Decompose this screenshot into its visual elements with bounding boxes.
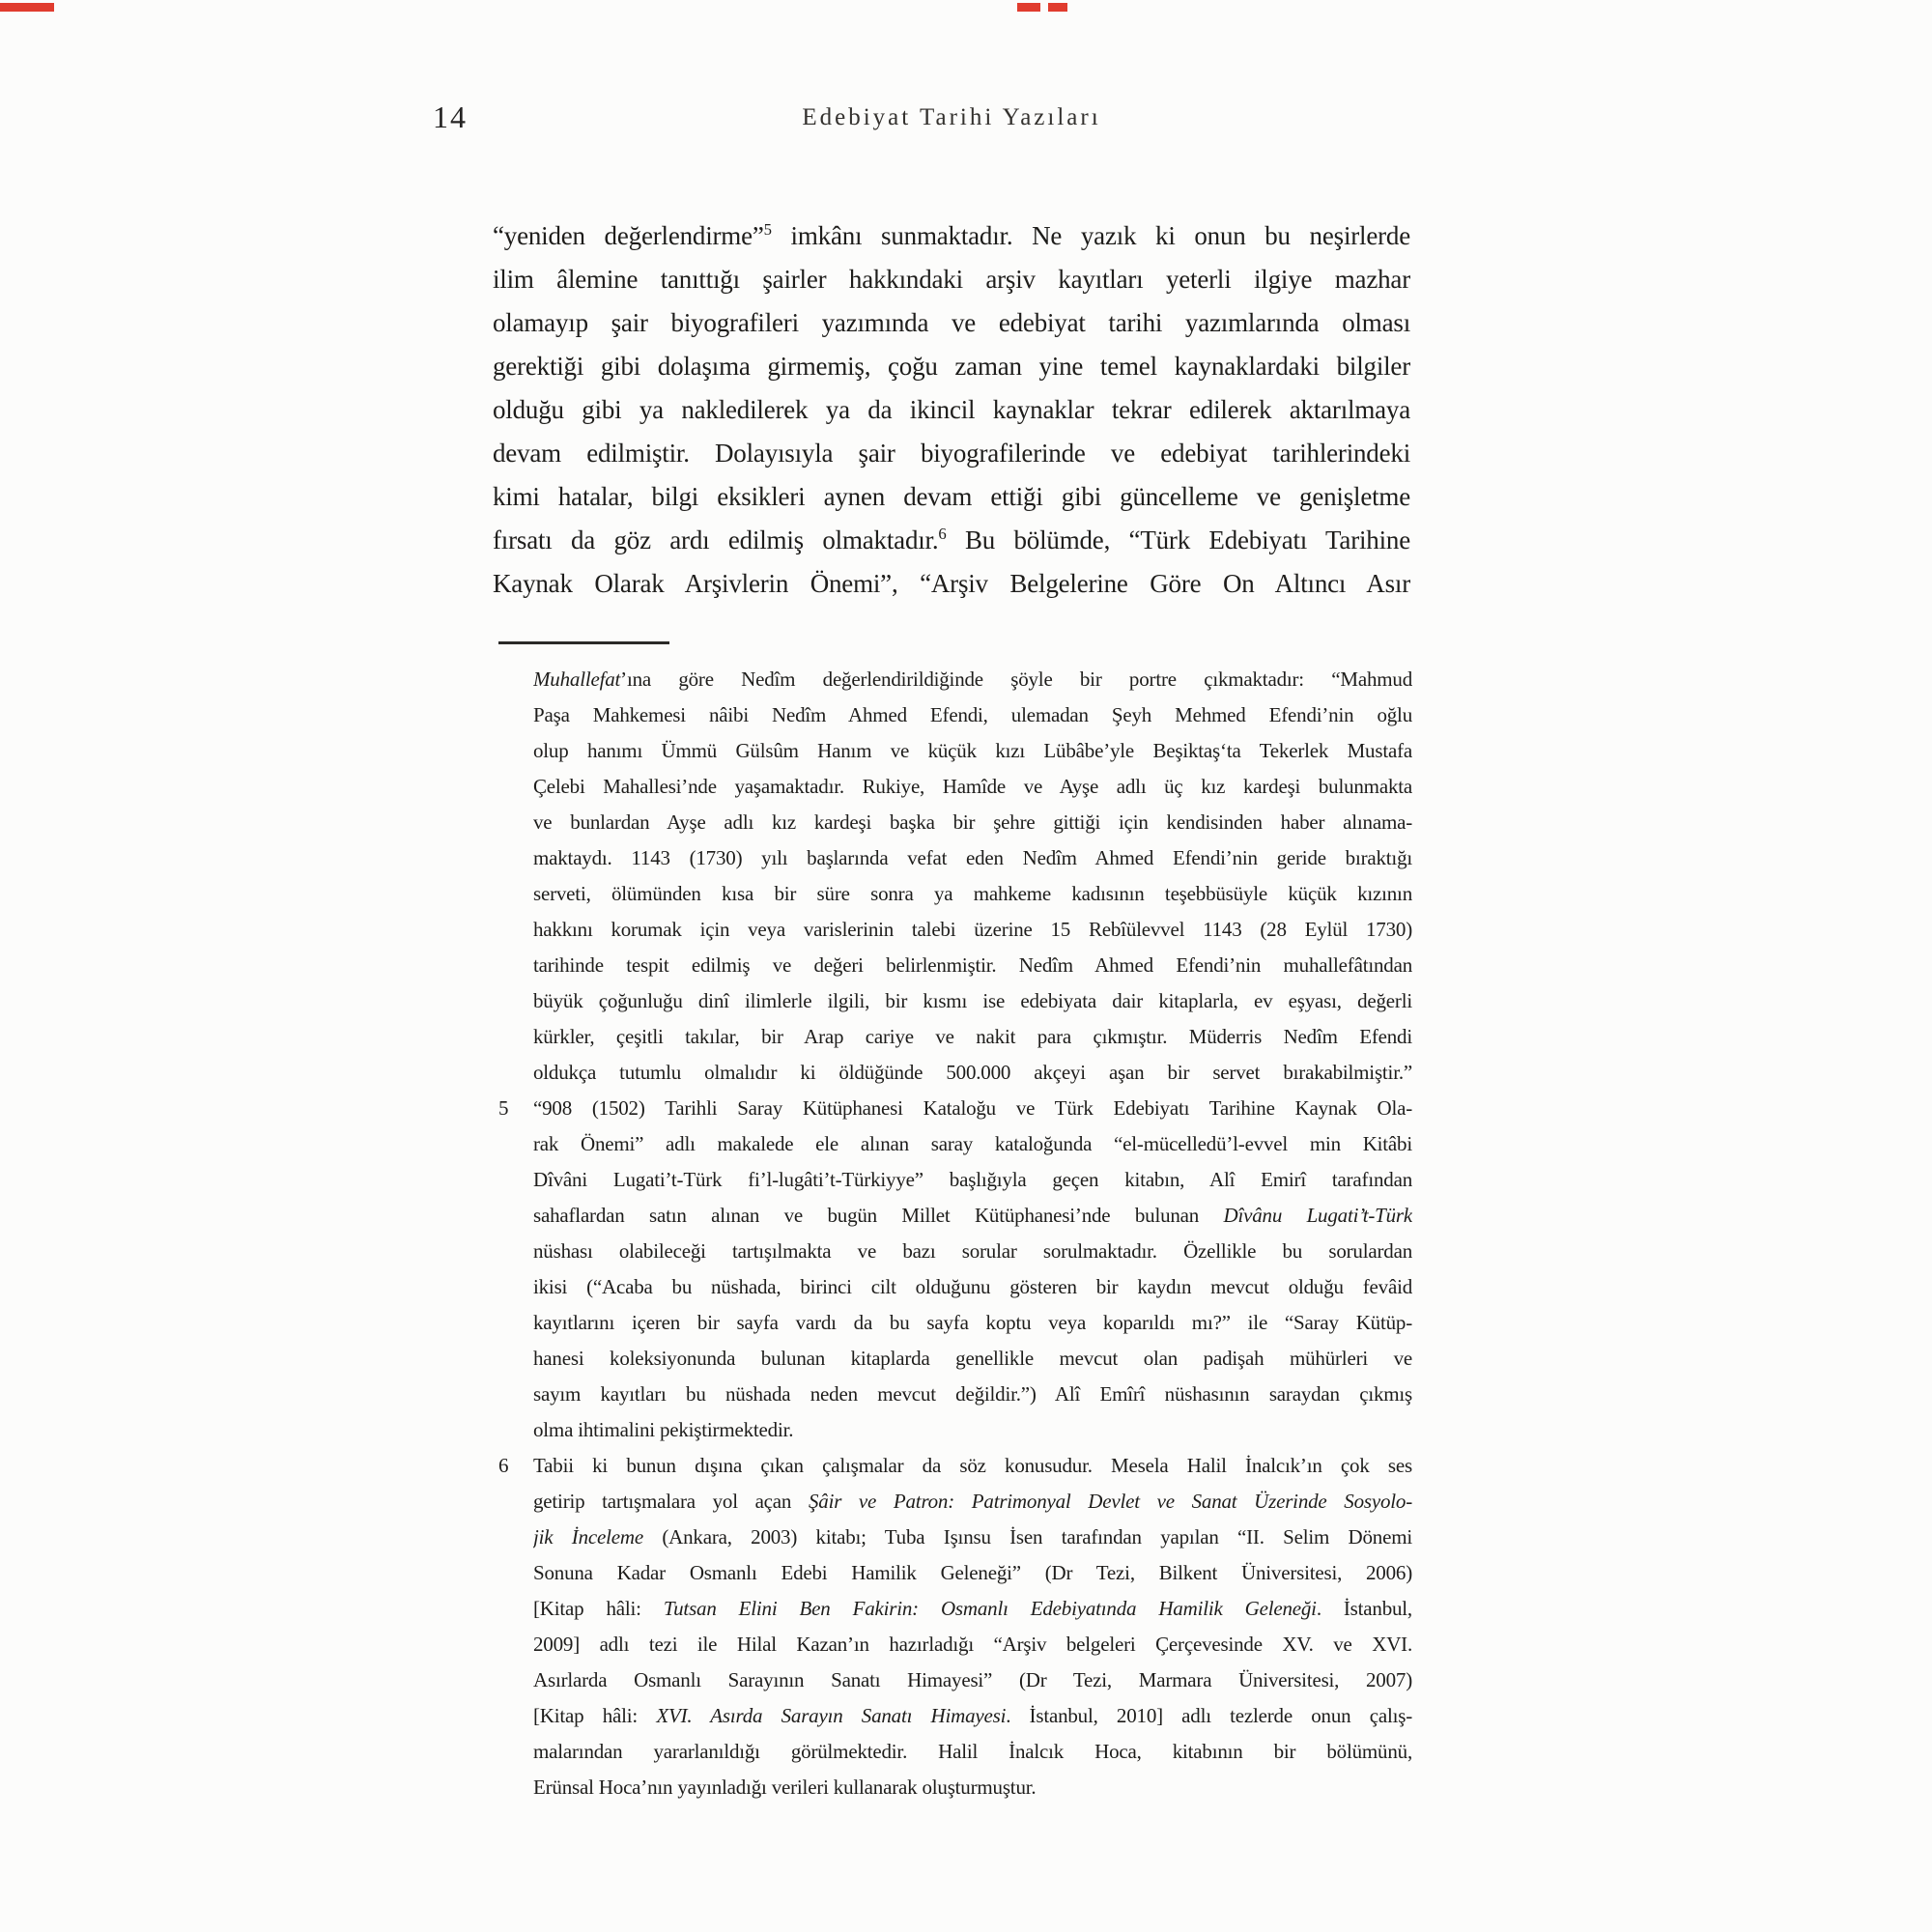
text-line: Sonuna Kadar Osmanlı Edebi Hamilik Geleneği” (Dr Tezi, Bilkent Üniversitesi, 2006) [533, 1561, 1412, 1584]
red-scan-mark [1017, 3, 1040, 12]
text-line: nüshası olabileceği tartışılmakta ve bazı sorular sorulmaktadır. Özellikle bu sorulardan [533, 1239, 1412, 1263]
footnote-6 [498, 1448, 1412, 1805]
footnote-separator [498, 641, 669, 644]
text-line: “908 (1502) Tarihli Saray Kütüphanesi Kataloğu ve Türk Edebiyatı Tarihine Kaynak Ola- [533, 1096, 1412, 1120]
footnote-number: 5 [498, 1096, 509, 1120]
footnote-area [498, 662, 1412, 1805]
text-line: jik İnceleme (Ankara, 2003) kitabı; Tuba Işınsu İsen tarafından yapılan “II. Selim Dönemi [533, 1525, 1412, 1548]
text-line: 2009] adlı tezi ile Hilal Kazan’ın hazırladığı “Arşiv belgeleri Çerçevesinde XV. ve XVI. [533, 1633, 1412, 1656]
footnote-5 [498, 1091, 1412, 1448]
text-line: [Kitap hâli: Tutsan Elini Ben Fakirin: Osmanlı Edebiyatında Hamilik Geleneği. İstanbul, [533, 1597, 1412, 1620]
text-line: sahaflardan satın alınan ve bugün Millet Kütüphanesi’nde bulunan Dîvânu Lugati’t-Türk [533, 1204, 1412, 1227]
text-line: hakkını korumak için veya varislerinin talebi üzerine 15 Rebîülevvel 1143 (28 Eylül 1730) [533, 918, 1412, 941]
red-scan-mark [1048, 3, 1067, 12]
text-line: Muhallefat’ına göre Nedîm değerlendirildiğinde şöyle bir portre çıkmaktadır: “Mahmud [533, 668, 1412, 691]
text-line: olma ihtimalini pekiştirmektedir. [533, 1418, 794, 1441]
text-line: kürkler, çeşitli takılar, bir Arap cariye ve nakit para çıkmıştır. Müderris Nedîm Efendi [533, 1025, 1412, 1048]
text-line: serveti, ölümünden kısa bir süre sonra ya mahkeme kadısının teşebbüsüyle küçük kızının [533, 882, 1412, 905]
text-line: Paşa Mahkemesi nâibi Nedîm Ahmed Efendi, ulemadan Şeyh Mehmed Efendi’nin oğlu [533, 703, 1412, 726]
text-line: ve bunlardan Ayşe adlı kız kardeşi başka bir şehre gittiği için kendisinden haber alınama- [533, 810, 1412, 834]
text-line: rak Önemi” adlı makalede ele alınan saray kataloğunda “el-mücelledü’l-evvel min Kitâbi [533, 1132, 1412, 1155]
text-line: Çelebi Mahallesi’nde yaşamaktadır. Rukiye, Hamîde ve Ayşe adlı üç kız kardeşi bulunmakta [533, 775, 1412, 798]
text-line: Erünsal Hoca’nın yayınladığı verileri kullanarak oluşturmuştur. [533, 1776, 1037, 1799]
footnote-number: 6 [498, 1454, 509, 1477]
running-header: Edebiyat Tarihi Yazıları [802, 104, 1101, 130]
text-line: devam edilmiştir. Dolayısıyla şair biyografilerinde ve edebiyat tarihlerindeki [493, 439, 1410, 468]
text-line: büyük çoğunluğu dinî ilimlerle ilgili, bir kısmı ise edebiyata dair kitaplarla, ev eşyası, değerli [533, 989, 1412, 1012]
text-line: malarından yararlanıldığı görülmektedir. Halil İnalcık Hoca, kitabının bir bölümünü, [533, 1740, 1412, 1763]
body-paragraph [493, 214, 1410, 606]
text-line: oldukça tutumlu olmalıdır ki öldüğünde 500.000 akçeyi aşan bir servet bırakabilmiştir.” [533, 1061, 1412, 1084]
text-line: ilim âlemine tanıttığı şairler hakkındaki arşiv kayıtları yeterli ilgiye mazhar [493, 265, 1410, 294]
text-line: Asırlarda Osmanlı Sarayının Sanatı Himayesi” (Dr Tezi, Marmara Üniversitesi, 2007) [533, 1668, 1412, 1691]
text-line: olup hanımı Ümmü Gülsûm Hanım ve küçük kızı Lübâbe’yle Beşiktaş‘ta Tekerlek Mustafa [533, 739, 1412, 762]
text-line: gerektiği gibi dolaşıma girmemiş, çoğu zaman yine temel kaynaklardaki bilgiler [493, 352, 1410, 381]
text-line: Tabii ki bunun dışına çıkan çalışmalar da söz konusudur. Mesela Halil İnalcık’ın çok ses [533, 1454, 1412, 1477]
text-line: [Kitap hâli: XVI. Asırda Sarayın Sanatı Himayesi. İstanbul, 2010] adlı tezlerde onun çalış- [533, 1704, 1412, 1727]
text-line: olduğu gibi ya nakledilerek ya da ikincil kaynaklar tekrar edilerek aktarılmaya [493, 395, 1410, 424]
page-number: 14 [433, 99, 468, 134]
text-line: hanesi koleksiyonunda bulunan kitaplarda genellikle mevcut olan padişah mühürleri ve [533, 1347, 1412, 1370]
text-line: fırsatı da göz ardı edilmiş olmaktadır.$^6$ Bu bölümde, “Türk Edebiyatı Tarihine [493, 525, 1410, 554]
text-line: “yeniden değerlendirme”$^5$ imkânı sunmaktadır. Ne yazık ki onun bu neşirlerde [493, 220, 1410, 250]
text-line: kayıtlarını içeren bir sayfa vardı da bu sayfa koptu veya koparıldı mı?” ile “Saray Kütüp- [533, 1311, 1412, 1334]
text-line: tarihinde tespit edilmiş ve değeri belirlenmiştir. Nedîm Ahmed Efendi’nin muhallefâtından [533, 953, 1412, 977]
text-line: getirip tartışmalara yol açan Şâir ve Patron: Patrimonyal Devlet ve Sanat Üzerinde Sosyolo- [533, 1490, 1412, 1513]
text-line: olamayıp şair biyografileri yazımında ve edebiyat tarihi yazımlarında olması [493, 308, 1410, 337]
text-line: kimi hatalar, bilgi eksikleri aynen devam ettiği gibi güncelleme ve genişletme [493, 482, 1410, 511]
text-line: Dîvâni Lugati’t-Türk fi’l-lugâti’t-Türkiyye” başlığıyla geçen kitabın, Alî Emirî tarafından [533, 1168, 1412, 1191]
text-line: ikisi (“Acaba bu nüshada, birinci cilt olduğunu gösteren bir kaydın mevcut olduğu fevâid [533, 1275, 1412, 1298]
text-line: maktaydı. 1143 (1730) yılı başlarında vefat eden Nedîm Ahmed Efendi’nin geride bıraktığı [533, 846, 1412, 869]
text-line: sayım kayıtları bu nüshada neden mevcut değildir.”) Alî Emîrî nüshasının saraydan çıkmış [533, 1382, 1412, 1406]
red-scan-mark [0, 3, 54, 12]
footnote-continuation [498, 662, 1412, 1091]
text-line: Kaynak Olarak Arşivlerin Önemi”, “Arşiv Belgelerine Göre On Altıncı Asır [493, 569, 1410, 598]
